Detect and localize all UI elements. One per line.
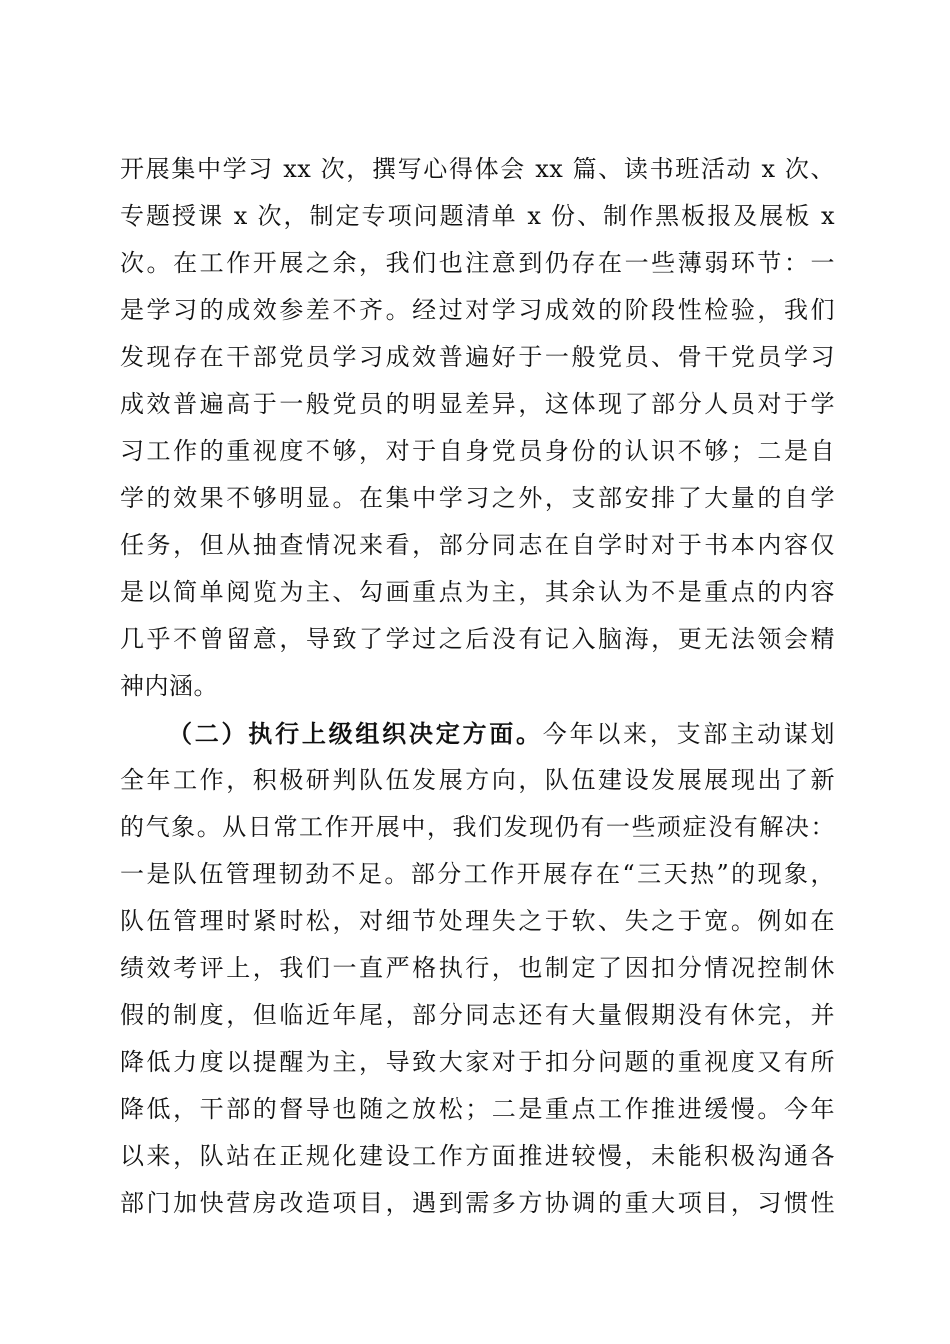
text-line: 几乎不曾留意，导致了学过之后没有记入脑海，更无法领会精 xyxy=(120,625,835,653)
text-line: 一是队伍管理韧劲不足。部分工作开展存在“三天热”的现象， xyxy=(120,860,835,888)
text-line: 降低，干部的督导也随之放松；二是重点工作推进缓慢。今年 xyxy=(120,1095,835,1123)
document-body xyxy=(120,146,835,1227)
text-line: 部门加快营房改造项目，遇到需多方协调的重大项目，习惯性 xyxy=(120,1189,835,1217)
text-run: 今年以来，支部主动谋划 xyxy=(542,720,836,748)
text-line: 发现存在干部党员学习成效普遍好于一般党员、骨干党员学习 xyxy=(120,343,835,371)
text-line: 降低力度以提醒为主，导致大家对于扣分问题的重视度又有所 xyxy=(120,1048,835,1076)
paragraph-study-results xyxy=(120,146,835,710)
text-line: 全年工作，积极研判队伍发展方向，队伍建设发展展现出了新 xyxy=(120,766,835,794)
text-line: 任务，但从抽查情况来看，部分同志在自学时对于书本内容仅 xyxy=(120,531,835,559)
text-line: 成效普遍高于一般党员的明显差异，这体现了部分人员对于学 xyxy=(120,390,835,418)
text-line: 习工作的重视度不够，对于自身党员身份的认识不够；二是自 xyxy=(120,437,835,465)
text-line: 神内涵。 xyxy=(120,672,218,700)
text-line: 专题授课 x 次，制定专项问题清单 x 份、制作黑板报及展板 x xyxy=(120,202,835,230)
paragraph-execution xyxy=(120,710,835,1227)
text-line: 以来，队站在正规化建设工作方面推进较慢，未能积极沟通各 xyxy=(120,1142,835,1170)
text-line: 是学习的成效参差不齐。经过对学习成效的阶段性检验，我们 xyxy=(120,296,835,324)
text-line: 假的制度，但临近年尾，部分同志还有大量假期没有休完，并 xyxy=(120,1001,835,1029)
section-heading: （二）执行上级组织决定方面。 xyxy=(168,719,543,748)
text-line: 队伍管理时紧时松，对细节处理失之于软、失之于宽。例如在 xyxy=(120,907,835,935)
text-line xyxy=(120,710,835,757)
text-line: 次。在工作开展之余，我们也注意到仍存在一些薄弱环节：一 xyxy=(120,249,835,277)
text-line: 的气象。从日常工作开展中，我们发现仍有一些顽症没有解决： xyxy=(120,813,835,841)
text-line: 是以简单阅览为主、勾画重点为主，其余认为不是重点的内容 xyxy=(120,578,835,606)
text-line: 开展集中学习 xx 次，撰写心得体会 xx 篇、读书班活动 x 次、 xyxy=(120,155,835,183)
text-line: 绩效考评上，我们一直严格执行，也制定了因扣分情况控制休 xyxy=(120,954,835,982)
text-line: 学的效果不够明显。在集中学习之外，支部安排了大量的自学 xyxy=(120,484,835,512)
